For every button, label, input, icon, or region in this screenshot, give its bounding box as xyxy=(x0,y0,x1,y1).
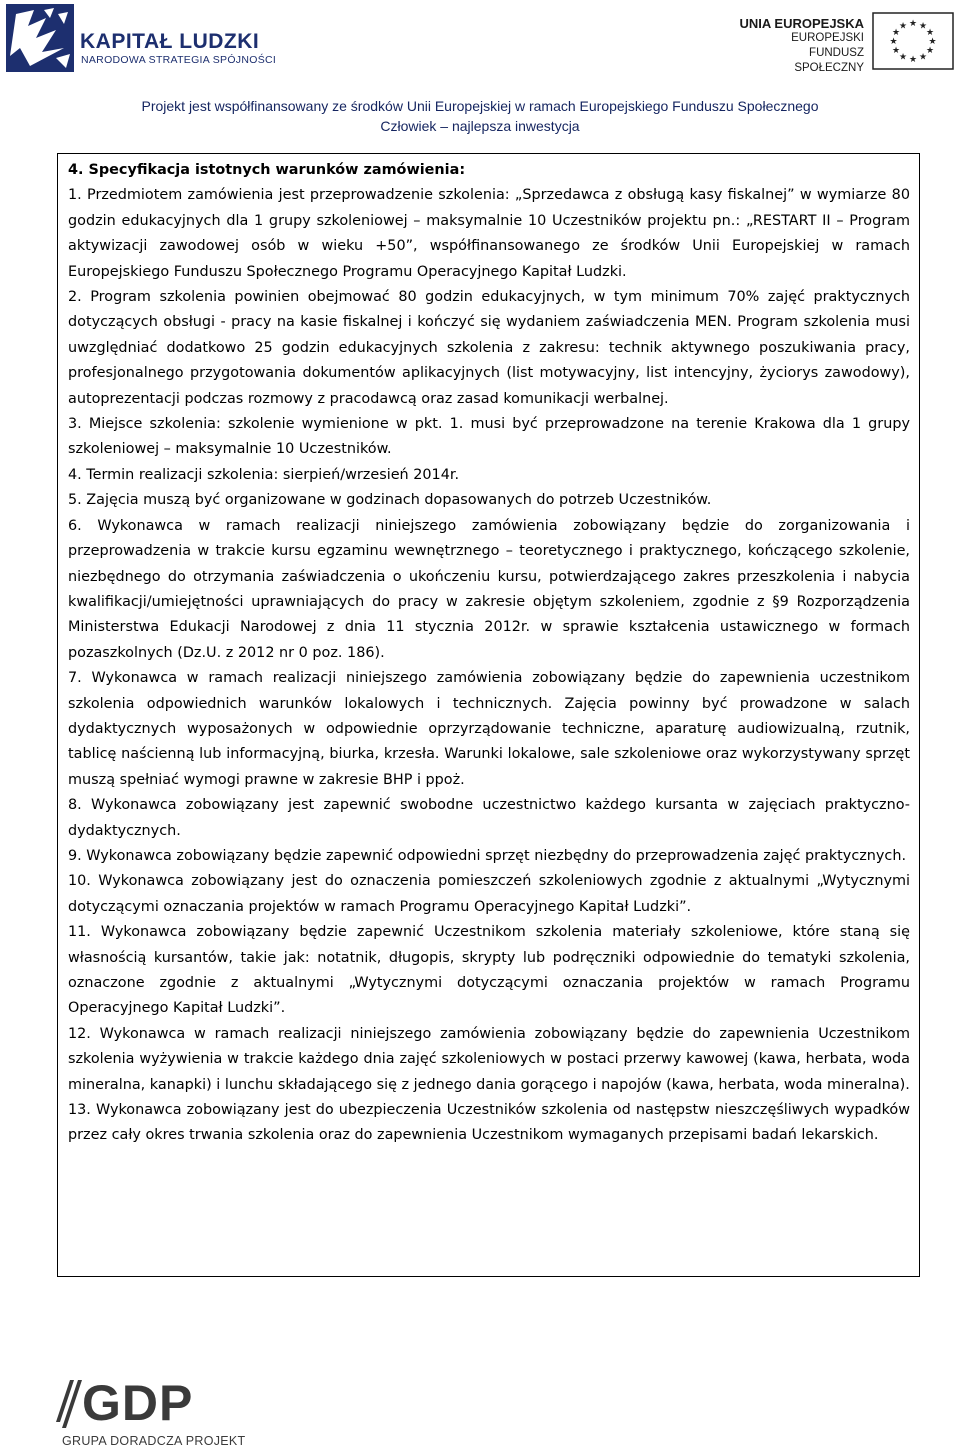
spec-item-10: 10. Wykonawca zobowiązany jest do oznaczenia pomieszczeń szkoleniowych zgodnie z aktualnymi „Wytycznymi dotyczącymi oznaczania projektów w ramach Programu Operacyjnego Kapitał Ludzki”. xyxy=(68,873,910,915)
project-line2: Człowiek – najlepsza inwestycja xyxy=(380,118,580,134)
svg-text:★: ★ xyxy=(908,19,918,29)
svg-text:★: ★ xyxy=(925,46,935,56)
spec-item-8: 8. Wykonawca zobowiązany jest zapewnić swobodne uczestnictwo każdego kursanta w zajęciach praktyczno-dydaktycznych. xyxy=(68,797,910,839)
project-line1: Projekt jest współfinansowany ze środków Unii Europejskiej w ramach Europejskiego Funduszu Społecznego xyxy=(141,98,819,114)
spec-item-1: 1. Przedmiotem zamówienia jest przeprowadzenie szkolenia: „Sprzedawca z obsługą kasy fiskalnej” w wymiarze 80 godzin edukacyjnych dla 1 grupy szkoleniowej – maksymalnie 10 Uczestników projektu pn.: „RESTART II – Program aktywizacji zawodowej osób w wieku +50”, współfinansowanego ze środków Unii Europejskiej w ramach Europejskiego Funduszu Społecznego Programu Operacyjnego Kapitał Ludzki. xyxy=(68,187,910,280)
spec-item-3: 3. Miejsce szkolenia: szkolenie wymienione w pkt. 1. musi być przeprowadzone na terenie Krakowa dla 1 grupy szkoleniowej – maksymalnie 10 Uczestników. xyxy=(68,416,910,458)
spec-item-7: 7. Wykonawca w ramach realizacji niniejszego zamówienia zobowiązany będzie do zapewnienia uczestnikom szkolenia odpowiednich warunków lokalowych i technicznych. Zajęcia powinny być prowadzone w salach dydaktycznych wyposażonych w odpowiednie oprzyrządowanie techniczne, aparaturę audiowizualną, rzutnik, tablicę naścienną lub informacyjną, biurka, krzesła. Warunki lokalowe, sale szkoleniowe oraz wykorzystywany sprzęt muszą spełniać wymogi prawne w zakresie BHP i ppoż. xyxy=(68,670,910,788)
svg-text:★: ★ xyxy=(898,21,908,32)
eu-line1: UNIA EUROPEJSKA xyxy=(739,16,864,31)
eu-logo-text xyxy=(738,16,864,76)
spec-item-13: 13. Wykonawca zobowiązany jest do ubezpieczenia Uczestników szkolenia od następstw nieszczęśliwych wypadków przez cały okres trwania szkolenia oraz do zapewnienia Uczestnikom wymaganych przepisami badań lekarskich. xyxy=(68,1102,910,1144)
spec-item-5: 5. Zajęcia muszą być organizowane w godzinach dopasowanych do potrzeb Uczestników. xyxy=(68,492,712,509)
eu-line3: FUNDUSZ SPOŁECZNY xyxy=(794,47,864,74)
spec-item-4: 4. Termin realizacji szkolenia: sierpień/wrzesień 2014r. xyxy=(68,466,460,483)
svg-text:★: ★ xyxy=(918,21,928,32)
svg-text:★: ★ xyxy=(918,52,928,63)
spec-item-2: 2. Program szkolenia powinien obejmować 80 godzin edukacyjnych, w tym minimum 70% zajęć praktycznych dotyczących obsługi - pracy na kasie fiskalnej i kończyć się wydaniem zaświadczenia MEN. Program szkolenia musi uwzględniać dodatkowo 25 godzin edukacyjnych szkolenia z zakresu: technik aktywnego poszukiwania pracy, profesjonalnego przygotowania dokumentów aplikacyjnych (list motywacyjny, list intencyjny, życiorys zawodowy), autoprezentacji podczas rozmowy z pracodawcą oraz zasad komunikacji werbalnej. xyxy=(68,289,910,407)
spec-item-6: 6. Wykonawca w ramach realizacji niniejszego zamówienia zobowiązany będzie do zorganizowania i przeprowadzenia w trakcie kursu egzaminu wewnętrznego – teoretycznego i praktycznego, kończącego szkolenie, niezbędnego do otrzymania zaświadczenia o ukończeniu kursu, potwierdzającego zakres przeszkolenia i nabycia kwalifikacji/umiejętności uprawniających do pracy w zakresie objętym szkoleniem, zgodnie z §9 Rozporządzenia Ministerstwa Edukacji Narodowej z dnia 11 stycznia 2012r. w sprawie kształcenia ustawicznego w formach pozaszkolnych (Dz.U. z 2012 nr 0 poz. 186). xyxy=(68,517,910,661)
spec-item-9: 9. Wykonawca zobowiązany będzie zapewnić odpowiedni sprzęt niezbędny do przeprowadzenia zajęć praktycznych. xyxy=(68,847,907,864)
svg-text:★: ★ xyxy=(925,28,935,38)
eu-flag-icon xyxy=(872,12,954,70)
svg-text:★: ★ xyxy=(898,52,908,63)
kapital-ludzki-title: KAPITAŁ LUDZKI xyxy=(80,30,260,53)
project-statement xyxy=(0,96,960,136)
section-heading: 4. Specyfikacja istotnych warunków zamówienia: xyxy=(68,162,466,178)
svg-text:★: ★ xyxy=(891,28,901,38)
kapital-ludzki-logo xyxy=(6,4,296,74)
gdp-logo-title: GDP xyxy=(82,1375,194,1431)
specification-section xyxy=(68,158,910,1149)
eu-line2: EUROPEJSKI xyxy=(791,32,864,44)
eu-logo xyxy=(738,12,954,78)
spec-item-12: 12. Wykonawca w ramach realizacji niniejszego zamówienia zobowiązany będzie do zapewnienia Uczestnikom szkolenia wyżywienia w trakcie każdego dnia zajęć szkoleniowych w postaci przerwy kawowej (kawa, herbata, woda mineralna, kanapki) i lunchu składającego się z jednego dania gorącego i napojów (kawa, herbata, woda mineralna). xyxy=(68,1025,910,1093)
gdp-emblem-icon xyxy=(56,1378,82,1430)
svg-text:★: ★ xyxy=(908,55,918,65)
svg-text:★: ★ xyxy=(891,46,901,56)
svg-text:★: ★ xyxy=(889,37,898,47)
spec-item-11: 11. Wykonawca zobowiązany będzie zapewnić Uczestnikom szkolenia materiały szkoleniowe, które staną się własnością kursantów, takie jak: notatnik, długopis, skrypty lub podręczniki odpowiednie do tematyki szkolenia, oznaczone zgodnie z aktualnymi „Wytycznymi dotyczącymi oznaczania projektów w ramach Programu Operacyjnego Kapitał Ludzki”. xyxy=(68,924,910,1017)
kapital-ludzki-emblem-icon xyxy=(6,4,78,74)
kapital-ludzki-subtitle: NARODOWA STRATEGIA SPÓJNOŚCI xyxy=(81,54,277,66)
svg-text:★: ★ xyxy=(928,37,937,47)
gdp-logo-subtitle: GRUPA DORADCZA PROJEKT xyxy=(62,1434,246,1448)
